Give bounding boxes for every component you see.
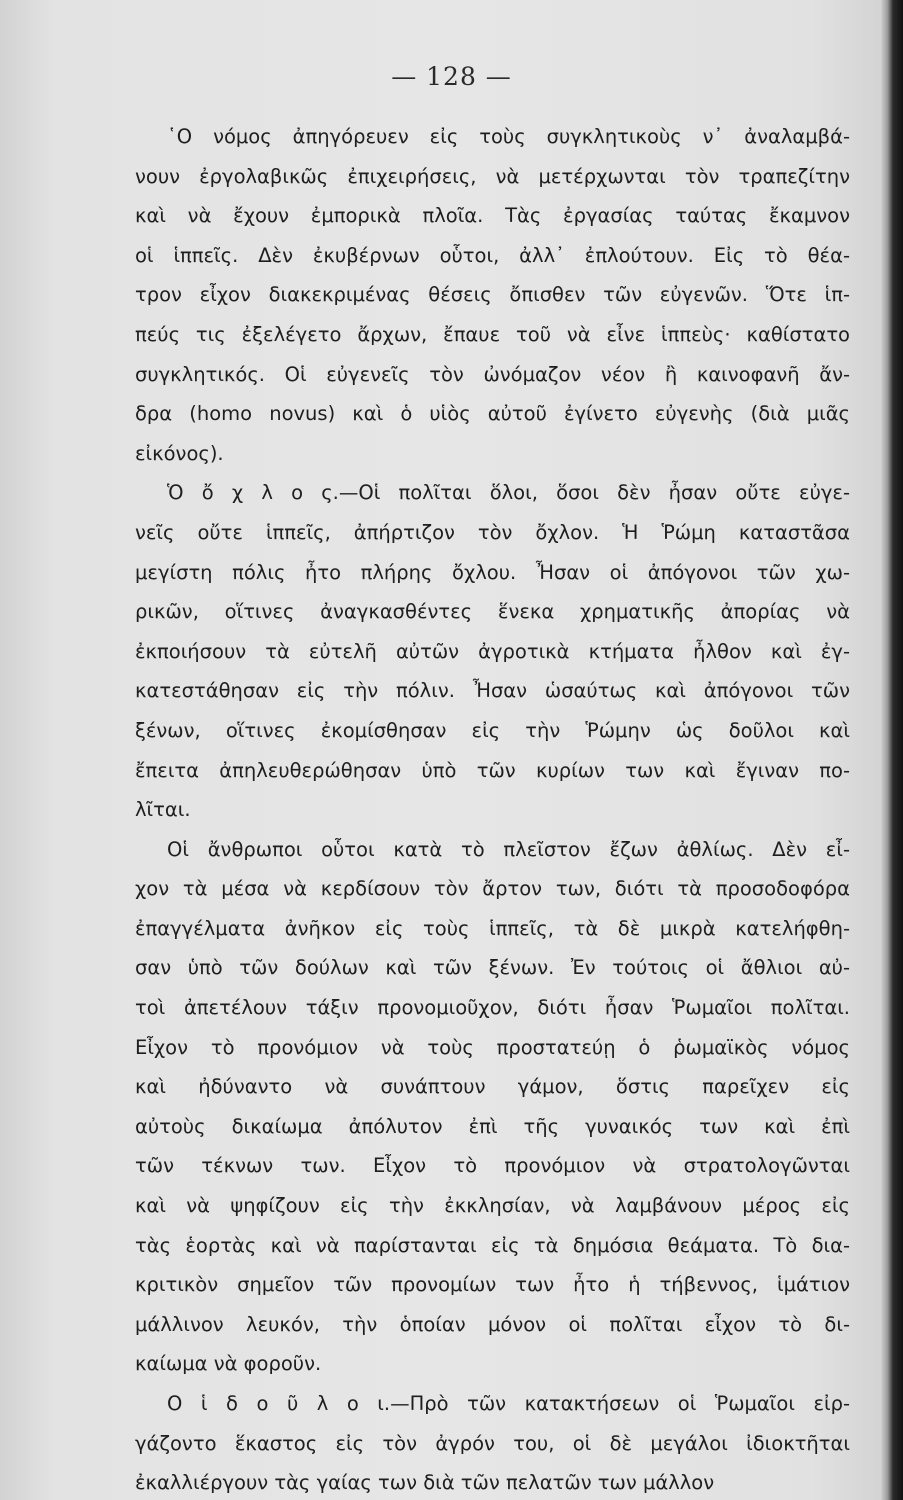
text-line: Εἶχον τὸ προνόμιον νὰ τοὺς προστατεύῃ ὁ ῥωμαϊκὸς νόμος xyxy=(135,1035,850,1059)
text-line: τὰς ἑορτὰς καὶ νὰ παρίστανται εἰς τὰ δημόσια θεάματα. Τὸ δια- xyxy=(135,1233,850,1257)
text-line: ἐκαλλιέργουν τὰς γαίας των διὰ τῶν πελατῶν των μάλλον xyxy=(135,1471,715,1495)
text-line: ρικῶν, οἵτινες ἀναγκασθέντες ἕνεκα χρηματικῆς ἀπορίας νὰ xyxy=(135,600,850,624)
page-edge-shadow xyxy=(881,0,903,1500)
text-line: τρον εἶχον διακεκριμένας θέσεις ὄπισθεν τῶν εὐγενῶν. Ὅτε ἱπ- xyxy=(135,283,850,307)
text-line: γάζοντο ἕκαστος εἰς τὸν ἀγρόν του, οἱ δὲ μεγάλοι ἰδιοκτῆται xyxy=(135,1431,850,1455)
text-line: Ὁ ὄ χ λ ο ς.—Οἱ πολῖται ὅλοι, ὅσοι δὲν ἦσαν οὔτε εὐγε- xyxy=(167,481,850,505)
body-text xyxy=(135,117,850,1500)
text-line: τῶν τέκνων των. Εἶχον τὸ προνόμιον νὰ στρατολογῶνται xyxy=(135,1154,850,1178)
text-line: Οἱ ἄνθρωποι οὗτοι κατὰ τὸ πλεῖστον ἔζων ἀθλίως. Δὲν εἶ- xyxy=(167,837,850,861)
text-line: ξένων, οἵτινες ἐκομίσθησαν εἰς τὴν Ῥώμην ὡς δοῦλοι καὶ xyxy=(135,718,850,742)
text-line: κατεστάθησαν εἰς τὴν πόλιν. Ἦσαν ὡσαύτως καὶ ἀπόγονοι τῶν xyxy=(135,679,850,703)
text-line: ἐπαγγέλματα ἀνῆκον εἰς τοὺς ἱππεῖς, τὰ δὲ μικρὰ κατελήφθη- xyxy=(135,916,850,940)
text-line: μάλλινον λευκόν, τὴν ὁποίαν μόνον οἱ πολῖται εἶχον τὸ δι- xyxy=(135,1312,850,1336)
text-line: νεῖς οὔτε ἱππεῖς, ἀπήρτιζον τὸν ὄχλον. Ἡ Ῥώμη καταστᾶσα xyxy=(135,520,850,544)
text-line: καίωμα νὰ φοροῦν. xyxy=(135,1352,322,1376)
text-line: λῖται. xyxy=(135,798,191,822)
text-line: ἔπειτα ἀπηλευθερώθησαν ὑπὸ τῶν κυρίων των καὶ ἔγιναν πο- xyxy=(135,758,850,782)
text-line: κριτικὸν σημεῖον τῶν προνομίων των ἦτο ἡ τήβεννος, ἱμάτιον xyxy=(135,1273,850,1297)
text-line: τοὶ ἀπετέλουν τάξιν προνομιοῦχον, διότι ἦσαν Ῥωμαῖοι πολῖται. xyxy=(135,996,850,1020)
text-line: καὶ νὰ ψηφίζουν εἰς τὴν ἐκκλησίαν, νὰ λαμβάνουν μέρος εἰς xyxy=(135,1194,850,1218)
text-line: καὶ νὰ ἔχουν ἐμπορικὰ πλοῖα. Τὰς ἐργασίας ταύτας ἔκαμνον xyxy=(135,204,850,228)
text-line: αὐτοὺς δικαίωμα ἀπόλυτον ἐπὶ τῆς γυναικός των καὶ ἐπὶ xyxy=(135,1114,850,1138)
text-line: μεγίστη πόλις ἦτο πλήρης ὄχλου. Ἦσαν οἱ ἀπόγονοι τῶν χω- xyxy=(135,560,850,584)
page-number: — 128 — xyxy=(391,62,512,91)
text-line: συγκλητικός. Οἱ εὐγενεῖς τὸν ὠνόμαζον νέον ἢ καινοφανῆ ἄν- xyxy=(135,362,850,386)
text-line: χον τὰ μέσα νὰ κερδίσουν τὸν ἄρτον των, διότι τὰ προσοδοφόρα xyxy=(135,877,850,901)
text-line: ἐκποιήσουν τὰ εὐτελῆ αὐτῶν ἀγροτικὰ κτήματα ἦλθον καὶ ἐγ- xyxy=(135,639,850,663)
text-line: Ο ἱ δ ο ῦ λ ο ι.—Πρὸ τῶν κατακτήσεων οἱ Ῥωμαῖοι εἰρ- xyxy=(167,1392,850,1415)
text-line: νουν ἐργολαβικῶς ἐπιχειρήσεις, νὰ μετέρχωνται τὸν τραπεζίτην xyxy=(135,164,850,188)
text-line: ῾Ο νόμος ἀπηγόρευεν εἰς τοὺς συγκλητικοὺς ν᾿ ἀναλαμβά- xyxy=(167,125,850,148)
text-line: δρα (homo novus) καὶ ὁ υἱὸς αὐτοῦ ἐγίνετο εὐγενὴς (διὰ μιᾶς xyxy=(135,402,850,426)
text-line: οἱ ἱππεῖς. Δὲν ἐκυβέρνων οὗτοι, ἀλλ᾿ ἐπλούτουν. Εἰς τὸ θέα- xyxy=(135,243,850,267)
text-line: καὶ ἠδύναντο νὰ συνάπτουν γάμον, ὅστις παρεῖχεν εἰς xyxy=(135,1075,850,1099)
text-line: σαν ὑπὸ τῶν δούλων καὶ τῶν ξένων. Ἐν τούτοις οἱ ἄθλιοι αὐ- xyxy=(135,956,850,980)
text-line: εἰκόνος). xyxy=(135,441,224,465)
text-line: πεύς τις ἐξελέγετο ἄρχων, ἔπαυε τοῦ νὰ εἶνε ἱππεὺς· καθίστατο xyxy=(135,322,850,346)
